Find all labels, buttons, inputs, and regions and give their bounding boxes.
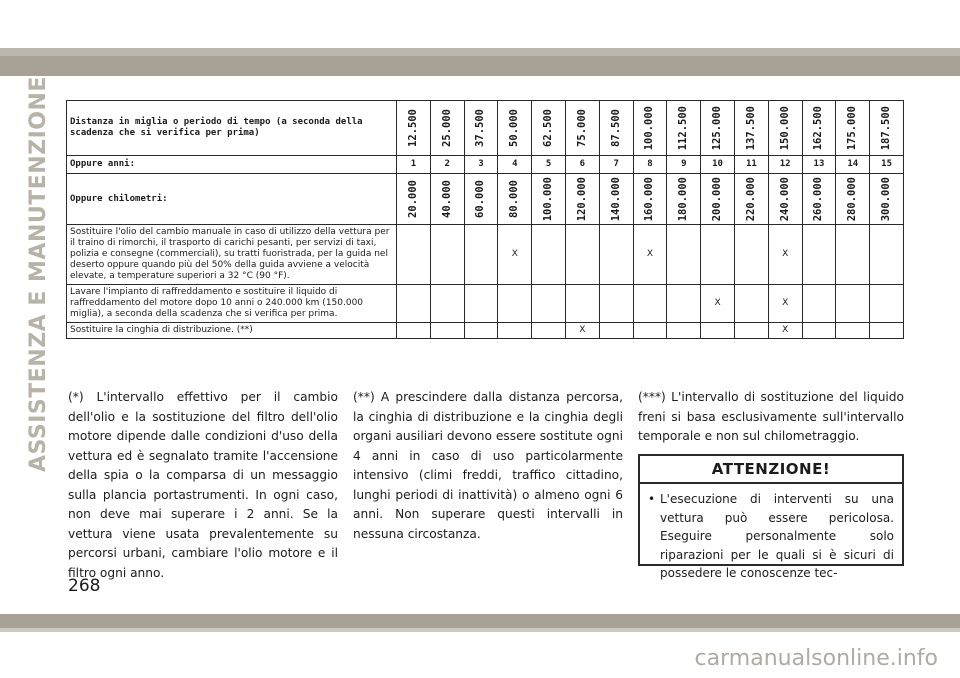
task-mark: X bbox=[565, 323, 599, 339]
task-mark: X bbox=[498, 225, 532, 285]
years-cell: 9 bbox=[667, 156, 701, 174]
warning-text: L'esecuzione di interventi su una vettura può essere pericolosa. Eseguire personalmente solo riparazioni per le quali si è sicuri di possedere le conoscenze tec- bbox=[660, 492, 894, 580]
km-cell bbox=[599, 174, 633, 225]
top-band-fill bbox=[0, 56, 960, 76]
task-mark bbox=[464, 225, 498, 285]
years-cell: 1 bbox=[397, 156, 431, 174]
miles-cell-text: 150.000 bbox=[778, 105, 791, 151]
years-cell: 3 bbox=[464, 156, 498, 174]
warning-title: ATTENZIONE! bbox=[640, 456, 902, 484]
km-cell-text: 260.000 bbox=[812, 176, 825, 222]
years-cell: 14 bbox=[836, 156, 870, 174]
watermark: carmanualsonline.info bbox=[694, 646, 938, 671]
task-mark bbox=[701, 323, 735, 339]
warning-bullet: • bbox=[648, 492, 656, 506]
years-cell: 11 bbox=[734, 156, 768, 174]
top-band bbox=[0, 0, 960, 56]
km-cell bbox=[836, 174, 870, 225]
miles-cell-text: 75.000 bbox=[575, 109, 588, 147]
years-cell: 15 bbox=[870, 156, 904, 174]
km-cell-text: 80.000 bbox=[508, 180, 521, 218]
miles-cell bbox=[870, 101, 904, 156]
miles-cell bbox=[734, 101, 768, 156]
task-mark: X bbox=[633, 225, 667, 285]
miles-cell-text: 37.500 bbox=[474, 109, 487, 147]
years-cell: 5 bbox=[532, 156, 566, 174]
task-mark bbox=[599, 225, 633, 285]
miles-cell-text: 25.000 bbox=[440, 109, 453, 147]
task-mark bbox=[464, 323, 498, 339]
task-mark bbox=[734, 323, 768, 339]
miles-label: Distanza in miglia o periodo di tempo (a seconda della scadenza che si verifica per prima) bbox=[67, 101, 397, 156]
km-cell bbox=[532, 174, 566, 225]
miles-cell-text: 125.000 bbox=[711, 105, 724, 151]
task-mark bbox=[397, 323, 431, 339]
miles-cell-text: 137.500 bbox=[744, 105, 757, 151]
km-cell-text: 60.000 bbox=[474, 180, 487, 218]
task-description: Lavare l'impianto di raffreddamento e sostituire il liquido di raffreddamento del motore dopo 10 anni o 240.000 km (150.000 miglia), a seconda della scadenza che si verifica per prima. bbox=[67, 285, 397, 323]
km-cell bbox=[802, 174, 836, 225]
km-cell bbox=[768, 174, 802, 225]
warning-body bbox=[640, 484, 902, 583]
km-cell-text: 220.000 bbox=[744, 176, 757, 222]
task-mark bbox=[599, 285, 633, 323]
warning-box bbox=[638, 454, 904, 580]
years-cell: 12 bbox=[768, 156, 802, 174]
maintenance-table bbox=[66, 100, 904, 339]
years-cell: 10 bbox=[701, 156, 735, 174]
km-cell-text: 280.000 bbox=[846, 176, 859, 222]
km-cell bbox=[464, 174, 498, 225]
task-description: Sostituire l'olio del cambio manuale in caso di utilizzo della vettura per il traino di rimorchi, il trasporto di carichi pesanti, per servizi di taxi, polizia e consegne (commerciali), su tratti fuoristrada, per la guida nel deserto oppure quando più del 50% della guida avviene a velocità elevate, a temperature superiori a 32 °C (90 °F). bbox=[67, 225, 397, 285]
task-mark bbox=[734, 285, 768, 323]
miles-cell-text: 187.500 bbox=[880, 105, 893, 151]
task-mark bbox=[734, 225, 768, 285]
km-cell-text: 140.000 bbox=[609, 176, 622, 222]
table-row-km bbox=[67, 174, 904, 225]
task-mark bbox=[397, 225, 431, 285]
table-row bbox=[67, 285, 904, 323]
task-mark: X bbox=[768, 323, 802, 339]
task-mark bbox=[667, 323, 701, 339]
miles-cell-text: 50.000 bbox=[508, 109, 521, 147]
task-mark bbox=[599, 323, 633, 339]
bottom-band-fill bbox=[0, 614, 960, 628]
km-cell-text: 180.000 bbox=[677, 176, 690, 222]
miles-cell bbox=[701, 101, 735, 156]
km-cell-text: 20.000 bbox=[406, 180, 419, 218]
task-mark bbox=[565, 225, 599, 285]
task-mark bbox=[633, 285, 667, 323]
km-cell bbox=[397, 174, 431, 225]
years-cell: 8 bbox=[633, 156, 667, 174]
section-side-title bbox=[26, 76, 56, 476]
task-mark bbox=[701, 225, 735, 285]
years-cell: 7 bbox=[599, 156, 633, 174]
task-mark bbox=[836, 285, 870, 323]
table-row bbox=[67, 323, 904, 339]
task-mark bbox=[667, 285, 701, 323]
task-mark: X bbox=[768, 225, 802, 285]
miles-cell-text: 175.000 bbox=[846, 105, 859, 151]
miles-cell bbox=[802, 101, 836, 156]
table-row-miles bbox=[67, 101, 904, 156]
task-mark bbox=[464, 285, 498, 323]
task-mark bbox=[430, 285, 464, 323]
km-label: Oppure chilometri: bbox=[67, 174, 397, 225]
task-mark bbox=[565, 285, 599, 323]
km-cell-text: 200.000 bbox=[711, 176, 724, 222]
task-mark bbox=[870, 225, 904, 285]
task-mark bbox=[498, 323, 532, 339]
miles-cell bbox=[599, 101, 633, 156]
task-mark bbox=[397, 285, 431, 323]
task-mark bbox=[802, 285, 836, 323]
task-mark bbox=[633, 323, 667, 339]
task-mark bbox=[802, 225, 836, 285]
miles-cell bbox=[498, 101, 532, 156]
task-mark bbox=[667, 225, 701, 285]
bottom-band-strip bbox=[0, 628, 960, 632]
km-cell bbox=[870, 174, 904, 225]
task-mark bbox=[870, 285, 904, 323]
task-mark bbox=[836, 225, 870, 285]
task-mark bbox=[836, 323, 870, 339]
miles-cell bbox=[397, 101, 431, 156]
task-description: Sostituire la cinghia di distribuzione. (**) bbox=[67, 323, 397, 339]
km-cell-text: 160.000 bbox=[643, 176, 656, 222]
km-cell bbox=[565, 174, 599, 225]
miles-cell bbox=[633, 101, 667, 156]
km-cell-text: 120.000 bbox=[575, 176, 588, 222]
section-title-text: ASSISTENZA E MANUTENZIONE bbox=[26, 76, 51, 472]
task-mark: X bbox=[701, 285, 735, 323]
task-mark bbox=[802, 323, 836, 339]
miles-cell bbox=[667, 101, 701, 156]
task-mark bbox=[430, 225, 464, 285]
years-label: Oppure anni: bbox=[67, 156, 397, 174]
table-row bbox=[67, 225, 904, 285]
top-band-strip bbox=[0, 48, 960, 56]
note-belt-interval: (**) A prescindere dalla distanza percorsa, la cinghia di distribuzione e la cinghia degli organi ausiliari devono essere sostitute ogni 4 anni in caso di uso particolarmente intensivo (climi freddi, traffico cittadino, lunghi periodi di inattività) o almeno ogni 6 anni. Non superare questi intervalli in nessuna circostanza. bbox=[353, 390, 623, 541]
note-oil-interval: (*) L'intervallo effettivo per il cambio dell'olio e la sostituzione del filtro dell'olio motore dipende dalle condizioni d'uso della vettura ed è segnalato tramite l'accensione della spia o la comparsa di un messaggio sulla plancia portastrumenti. In ogni caso, non deve mai superare i 2 anni. Se la vettura viene usata prevalentemente su percorsi urbani, cambiare l'olio motore e il filtro ogni anno. bbox=[68, 390, 338, 580]
miles-cell bbox=[430, 101, 464, 156]
miles-cell-text: 87.500 bbox=[609, 109, 622, 147]
note-brake-fluid: (***) L'intervallo di sostituzione del liquido freni si basa esclusivamente sull'intervallo temporale e non sul chilometraggio. bbox=[638, 390, 904, 443]
task-mark: X bbox=[768, 285, 802, 323]
page-number: 268 bbox=[68, 576, 101, 596]
miles-cell bbox=[565, 101, 599, 156]
km-cell-text: 240.000 bbox=[778, 176, 791, 222]
miles-cell-text: 100.000 bbox=[643, 105, 656, 151]
km-cell bbox=[701, 174, 735, 225]
km-cell bbox=[633, 174, 667, 225]
miles-cell bbox=[464, 101, 498, 156]
years-cell: 4 bbox=[498, 156, 532, 174]
miles-cell bbox=[532, 101, 566, 156]
years-cell: 2 bbox=[430, 156, 464, 174]
miles-cell bbox=[836, 101, 870, 156]
task-mark bbox=[870, 323, 904, 339]
km-cell bbox=[734, 174, 768, 225]
km-cell-text: 100.000 bbox=[542, 176, 555, 222]
miles-cell-text: 162.500 bbox=[812, 105, 825, 151]
task-mark bbox=[532, 225, 566, 285]
task-mark bbox=[430, 323, 464, 339]
task-mark bbox=[532, 285, 566, 323]
km-cell bbox=[498, 174, 532, 225]
km-cell bbox=[667, 174, 701, 225]
task-mark bbox=[532, 323, 566, 339]
years-cell: 13 bbox=[802, 156, 836, 174]
km-cell-text: 40.000 bbox=[440, 180, 453, 218]
years-cell: 6 bbox=[565, 156, 599, 174]
miles-cell-text: 12.500 bbox=[406, 109, 419, 147]
miles-cell-text: 62.500 bbox=[542, 109, 555, 147]
table-row-years bbox=[67, 156, 904, 174]
km-cell-text: 300.000 bbox=[880, 176, 893, 222]
miles-cell-text: 112.500 bbox=[677, 105, 690, 151]
miles-cell bbox=[768, 101, 802, 156]
task-mark bbox=[498, 285, 532, 323]
km-cell bbox=[430, 174, 464, 225]
